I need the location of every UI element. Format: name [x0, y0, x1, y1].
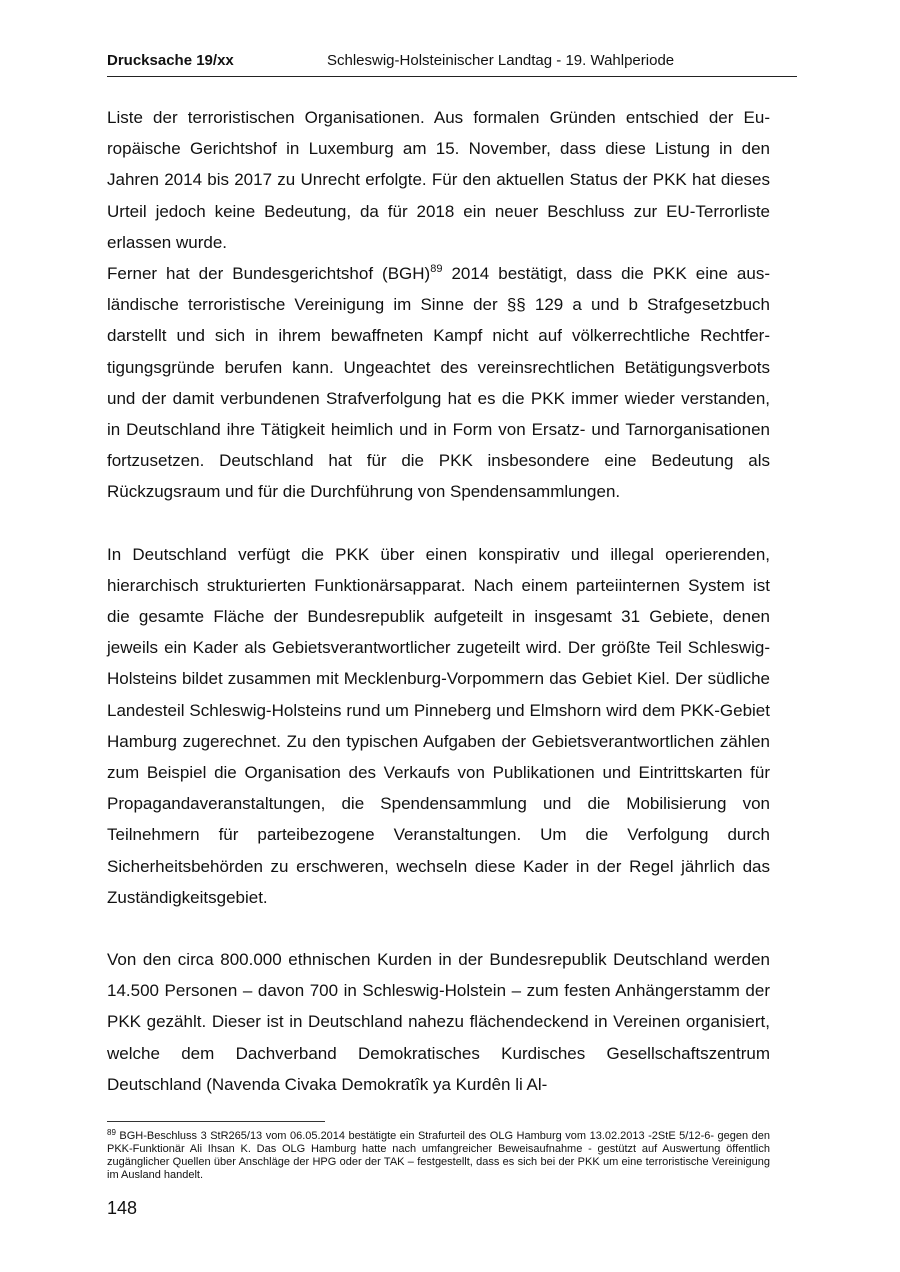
footnote-divider: [107, 1121, 325, 1122]
body-text: [107, 102, 770, 1100]
paragraph-3: In Deutschland verfügt die PKK über einen konspirativ und illegal operierenden, hierarchisch strukturierten Funktionärsapparat. Nach einem parteiinternen System ist die gesamte Fläche der Bundesrepublik aufgeteilt in insgesamt 31 Gebiete, denen jeweils ein Kader als Gebietsverantwortlicher zugeteilt wird. Der größte Teil Schleswig-Holsteins bildet zusammen mit Mecklenburg-Vorpommern das Gebiet Kiel. Der südliche Landesteil Schleswig-Holsteins rund um Pinneberg und Elmshorn wird dem PKK-Gebiet Hamburg zugerechnet. Zu den typischen Aufgaben der Gebietsverantwortlichen zählen zum Beispiel die Organisation des Verkaufs von Publikationen und Eintrittskarten für Propagandaveranstaltungen, die Spendensammlung und die Mobilisierung von Teilnehmern für parteibezogene Veranstaltungen. Um die Verfolgung durch Sicherheitsbehörden zu erschweren, wechseln diese Kader in der Regel jährlich das Zuständigkeitsgebiet.: [107, 544, 770, 907]
paragraph-2-rest: 2014 bestätigt, dass die PKK eine ausländische terroristische Vereinigung im Sinne der §§ 129 a und b Strafgesetzbuch darstellt und sich in ihrem bewaffneten Kampf nicht auf völkerrechtliche Rechtfertigungsgründe berufen kann. Ungeachtet des vereinsrechtlichen Betätigungsverbots und der damit verbundenen Strafverfolgung hat es die PKK immer wieder verstanden, in Deutschland ihre Tätigkeit heimlich und in Form von Ersatz- und Tarnorganisationen fortzusetzen. Deutschland hat für die PKK insbesondere eine Bedeutung als Rückzugsraum und für die Durchführung von Spendensammlungen.: [107, 264, 770, 502]
document-number: Drucksache 19/xx: [107, 52, 234, 69]
paragraph-1: Liste der terroristischen Organisationen. Aus formalen Gründen entschied der Europäische Gerichtshof in Luxemburg am 15. November, dass diese Listung in den Jahren 2014 bis 2017 zu Unrecht erfolgte. Für den aktuellen Status der PKK hat dieses Urteil jedoch keine Bedeutung, da für 2018 ein neuer Beschluss zur EU-Terrorliste erlassen wurde.: [107, 108, 770, 252]
footnote: [107, 1130, 770, 1182]
parliament-title: Schleswig-Holsteinischer Landtag - 19. Wahlperiode: [327, 52, 675, 69]
paragraph-2: [107, 258, 770, 508]
paragraph-2-start: Ferner hat der Bundesgerichtshof (BGH): [107, 264, 431, 284]
header-divider: [107, 76, 797, 77]
footnote-number: 89: [107, 1128, 116, 1137]
page-number: 148: [107, 1198, 138, 1218]
footnote-reference[interactable]: 89: [430, 263, 443, 276]
paragraph-4: Von den circa 800.000 ethnischen Kurden in der Bundesrepublik Deutschland werden 14.500 Personen – davon 700 in Schleswig-Holstein – zum festen Anhängerstamm der PKK gezählt. Dieser ist in Deutschland nahezu flächendeckend in Vereinen organisiert, welche dem Dachverband Demokratisches Kurdisches Gesellschaftszentrum Deutschland (Navenda Civaka Demokratîk ya Kurdên li Al-: [107, 950, 770, 1094]
page-header: [107, 52, 797, 74]
footnote-text: BGH-Beschluss 3 StR265/13 vom 06.05.2014 bestätigte ein Strafurteil des OLG Hamburg vom 13.02.2013 -2StE 5/12-6- gegen den PKK-Funktionär Ali Ihsan K. Das OLG Hamburg hatte nach umfangreicher Beweisaufnahme - gestützt auf Auswertung öffentlich zugänglicher Quellen über Anschläge der HPG oder der TAK – festgestellt, dass es sich bei der PKK um eine terroristische Vereinigung im Ausland handelt.: [107, 1130, 770, 1181]
